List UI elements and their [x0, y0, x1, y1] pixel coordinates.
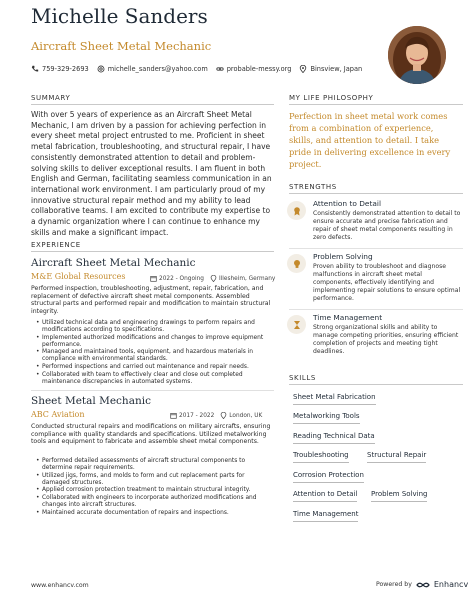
- skill-tag: Corrosion Protection: [293, 469, 364, 483]
- job-separator: [31, 390, 274, 391]
- contact-bar: [31, 65, 362, 73]
- strengths-heading: STRENGTHS: [289, 183, 337, 191]
- location-pin-icon: [220, 412, 227, 419]
- skills-heading: SKILLS: [289, 374, 316, 382]
- strength-title: Problem Solving: [313, 252, 373, 261]
- job-bullets: [37, 458, 274, 517]
- skill-tag: Problem Solving: [371, 488, 427, 502]
- list-item: • Performed detailed assessments of aircraft structural components to determine repair requirements.: [37, 458, 274, 472]
- skill-tag: Sheet Metal Fabrication: [293, 391, 376, 405]
- list-item: • Collaborated with engineers to incorporate authorized modifications and changes into aircraft structures.: [37, 495, 274, 509]
- experience-divider: [31, 251, 274, 252]
- strength-item: [287, 199, 462, 245]
- skill-tag: Metalworking Tools: [293, 410, 360, 424]
- skill-tag: Reading Technical Data: [293, 430, 375, 444]
- job-title: Sheet Metal Mechanic: [31, 395, 151, 407]
- powered-by-label: Powered by: [376, 581, 412, 588]
- job-location: Illesheim, Germany: [218, 275, 276, 282]
- profile-photo: [388, 26, 446, 84]
- philosophy-divider: [289, 104, 463, 105]
- job-company: M&E Global Resources: [31, 272, 126, 281]
- at-icon: [97, 65, 105, 73]
- strength-description: Consistently demonstrated attention to detail to ensure accurate and precise fabrication and repair of sheet metal components resulting in zero defects.: [313, 210, 461, 241]
- link-icon: [216, 65, 224, 73]
- award-icon: [287, 201, 306, 220]
- lightbulb-icon: [287, 254, 306, 273]
- experience-heading: EXPERIENCE: [31, 241, 81, 249]
- job-description: Conducted structural repairs and modifications on military aircrafts, ensuring compliance with quality standards and specifications. Utilized metalworking tools and equipment to fabricate and assemble sheet metal components.: [31, 423, 271, 446]
- strength-description: Strong organizational skills and ability to manage competing priorities, ensuring efficient completion of projects and meeting tight deadlines.: [313, 324, 459, 355]
- website-text: probable-messy.org: [226, 65, 292, 73]
- list-item: • Managed and maintained tools, equipment, and hazardous materials in compliance with environmental standards.: [37, 349, 274, 363]
- strength-item: [287, 313, 462, 359]
- location-pin-icon: [299, 65, 307, 73]
- portrait-image: [388, 26, 446, 84]
- list-item: • Collaborated with team to effectively clear and close out completed maintenance discrepancies in automated systems.: [37, 372, 274, 386]
- strength-title: Attention to Detail: [313, 199, 381, 208]
- job-meta: [170, 412, 262, 419]
- contact-location: [299, 65, 362, 73]
- candidate-name: Michelle Sanders: [31, 4, 208, 28]
- hourglass-icon: [287, 315, 306, 334]
- skill-tag: Structural Repair: [367, 449, 426, 463]
- summary-heading: SUMMARY: [31, 94, 71, 102]
- list-item: • Maintained accurate documentation of repairs and inspections.: [37, 510, 274, 517]
- calendar-icon: [150, 275, 157, 282]
- enhancv-logo-icon: [416, 581, 430, 589]
- list-item: • Utilized technical data and engineering drawings to perform repairs and modifications according to specifications.: [37, 320, 274, 334]
- job-meta: [150, 275, 275, 282]
- job-dates: 2017 - 2022: [179, 412, 215, 419]
- calendar-icon: [170, 412, 177, 419]
- skill-tag: Time Management: [293, 508, 358, 522]
- summary-text: With over 5 years of experience as an Aircraft Sheet Metal Mechanic, I am driven by a passion for achieving perfection in every sheet metal project entrusted to me. Proficient in sheet metal fabrication, troubleshooting, and structural repair, I have consistently demonstrated attention to detail and problem-solving skills to deliver exceptional results. I am fluent in both English and German, facilitating seamless communication in an international work environment. I am particularly proud of my innovative structural repair method and my ability to lead collaborative teams. I am excited to contribute my expertise to a dynamic organization where I can continue to enhance my skills and make a significant impact.: [31, 110, 272, 237]
- brand-name: Enhancv: [433, 580, 469, 589]
- candidate-role: Aircraft Sheet Metal Mechanic: [31, 39, 212, 53]
- job-dates: 2022 - Ongoing: [159, 275, 204, 282]
- strength-description: Proven ability to troubleshoot and diagnose malfunctions in aircraft sheet metal components, effectively identifying and implementing repair solutions to ensure optimal performance.: [313, 263, 461, 302]
- list-item: • Applied corrosion protection treatment to maintain structural integrity.: [37, 487, 274, 494]
- skill-tag: Attention to Detail: [293, 488, 357, 502]
- strength-separator: [289, 248, 463, 249]
- list-item: • Implemented authorized modifications and changes to improve equipment performance.: [37, 335, 274, 349]
- philosophy-heading: MY LIFE PHILOSOPHY: [289, 94, 374, 102]
- contact-email[interactable]: [97, 65, 208, 73]
- footer-branding: [376, 580, 468, 589]
- location-pin-icon: [210, 275, 217, 282]
- strength-title: Time Management: [313, 313, 383, 322]
- location-text: Binsview, Japan: [310, 65, 363, 73]
- summary-divider: [31, 104, 274, 105]
- email-text: michelle_sanders@yahoo.com: [107, 65, 208, 73]
- strength-item: [287, 252, 462, 304]
- strengths-divider: [289, 193, 463, 194]
- job-company: ABC Aviation: [31, 410, 85, 419]
- job-description: Performed inspection, troubleshooting, adjustment, repair, fabrication, and replacement of defective aircraft sheet metal components. Assembled structural parts and performed repair and modification to maintain structural integrity.: [31, 285, 271, 315]
- skill-tag: Troubleshooting: [293, 449, 349, 463]
- phone-text: 759-329-2693: [42, 65, 89, 73]
- job-title: Aircraft Sheet Metal Mechanic: [31, 257, 196, 269]
- contact-website[interactable]: [216, 65, 292, 73]
- philosophy-quote: Perfection in sheet metal work comes from a combination of experience, skills, and attention to detail. I take pride in delivering excellence in every project.: [289, 111, 451, 169]
- footer-website[interactable]: www.enhancv.com: [31, 582, 89, 589]
- job-location: London, UK: [229, 412, 263, 419]
- skills-divider: [289, 384, 463, 385]
- strength-separator: [289, 309, 463, 310]
- phone-icon: [31, 65, 39, 73]
- contact-phone[interactable]: [31, 65, 89, 73]
- job-bullets: [37, 320, 274, 386]
- list-item: • Utilized jigs, forms, and molds to form and cut replacement parts for damaged structures.: [37, 473, 274, 487]
- list-item: • Performed inspections and carried out maintenance and repair needs.: [37, 364, 274, 371]
